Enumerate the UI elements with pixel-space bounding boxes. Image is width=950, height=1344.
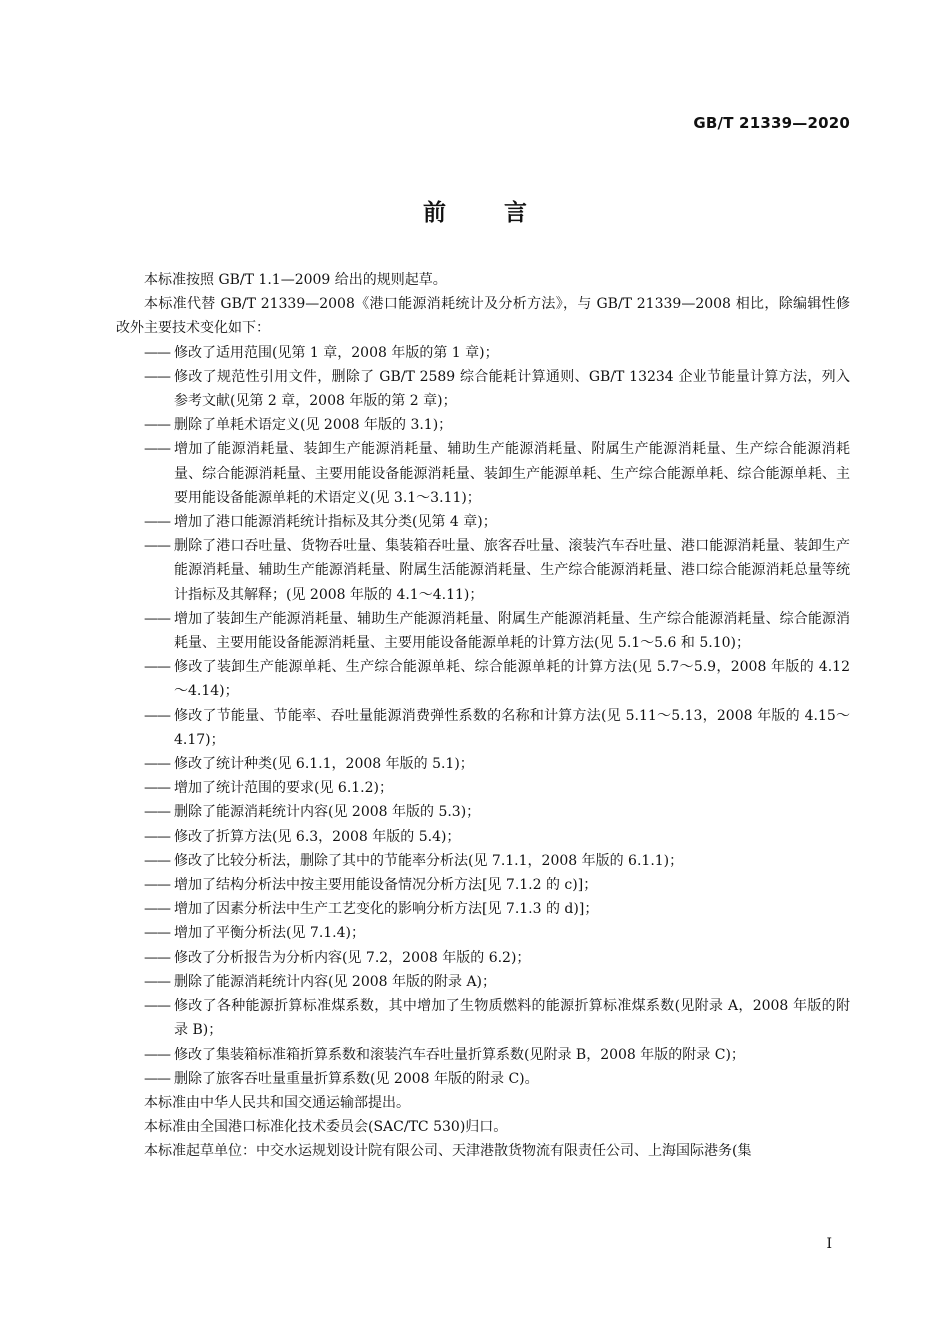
- list-item-text: 删除了单耗术语定义(见 2008 年版的 3.1)；: [174, 417, 453, 434]
- list-item: [116, 752, 850, 776]
- page-title: 前言: [423, 200, 585, 226]
- list-item-text: 删除了旅客吞吐量重量折算系数(见 2008 年版的附录 C)。: [174, 1070, 539, 1087]
- list-item-text: 增加了因素分析法中生产工艺变化的影响分析方法[见 7.1.3 的 d)]；: [174, 901, 599, 918]
- list-item: [116, 1067, 850, 1091]
- list-item: [116, 776, 850, 800]
- preface-body: [116, 268, 850, 1164]
- dash-marker: ——: [144, 514, 170, 531]
- list-item-text: 修改了规范性引用文件，删除了 GB/T 2589 综合能耗计算通则、GB/T 13234 企业节能量计算方法，列入参考文献(见第 2 章，2008 年版的第 2 章)；: [174, 368, 850, 410]
- list-item-text: 修改了比较分析法，删除了其中的节能率分析法(见 7.1.1，2008 年版的 6.1.1)；: [174, 852, 684, 869]
- list-item: [116, 413, 850, 437]
- list-item-text: 修改了装卸生产能源单耗、生产综合能源单耗、综合能源单耗的计算方法(见 5.7～5.9，2008 年版的 4.12～4.14)；: [174, 659, 850, 700]
- list-item-text: 修改了各种能源折算标准煤系数，其中增加了生物质燃料的能源折算标准煤系数(见附录 A，2008 年版的附录 B)；: [174, 998, 850, 1039]
- paragraph: 本标准代替 GB/T 21339—2008《港口能源消耗统计及分析方法》，与 GB/T 21339—2008 相比，除编辑性修改外主要技术变化如下：: [116, 296, 850, 337]
- list-item: [116, 365, 850, 413]
- list-item: [116, 825, 850, 849]
- dash-marker: ——: [144, 441, 170, 458]
- list-item-text: 修改了分析报告为分析内容(见 7.2，2008 年版的 6.2)；: [174, 949, 531, 966]
- list-item: [116, 704, 850, 752]
- list-item-text: 修改了集装箱标准箱折算系数和滚装汽车吞吐量折算系数(见附录 B，2008 年版的附录 C)；: [174, 1046, 745, 1063]
- change-list: [116, 341, 850, 1091]
- dash-marker: ——: [144, 949, 170, 966]
- dash-marker: ——: [144, 925, 170, 942]
- dash-marker: ——: [144, 610, 170, 627]
- list-item: [116, 510, 850, 534]
- list-item: [116, 849, 850, 873]
- dash-marker: ——: [144, 344, 170, 361]
- list-item: [116, 607, 850, 655]
- dash-marker: ——: [144, 973, 170, 990]
- dash-marker: ——: [144, 828, 170, 845]
- list-item: [116, 1043, 850, 1067]
- dash-marker: ——: [144, 804, 170, 821]
- list-item-text: 增加了能源消耗量、装卸生产能源消耗量、辅助生产能源消耗量、附属生产能源消耗量、生产综合能源消耗量、综合能源消耗量、主要用能设备能源消耗量、装卸生产能源单耗、生产综合能源单耗、综合能源单耗、主要用能设备能源单耗的术语定义(见 3.1～3.11)；: [174, 441, 850, 506]
- dash-marker: ——: [144, 852, 170, 869]
- dash-marker: ——: [144, 1046, 170, 1063]
- list-item-text: 增加了港口能源消耗统计指标及其分类(见第 4 章)；: [174, 514, 497, 531]
- dash-marker: ——: [144, 659, 170, 676]
- dash-marker: ——: [144, 538, 170, 555]
- dash-marker: ——: [144, 707, 170, 724]
- standard-code: GB/T 21339—2020: [693, 114, 850, 132]
- dash-marker: ——: [144, 877, 170, 894]
- dash-marker: ——: [144, 1070, 170, 1087]
- list-item-text: 增加了统计范围的要求(见 6.1.2)；: [174, 780, 393, 797]
- list-item: [116, 994, 850, 1042]
- list-item: [116, 341, 850, 365]
- list-item: [116, 655, 850, 703]
- list-item: [116, 970, 850, 994]
- list-item-text: 修改了统计种类(见 6.1.1，2008 年版的 5.1)；: [174, 756, 474, 773]
- paragraph: 本标准起草单位：中交水运规划设计院有限公司、天津港散货物流有限责任公司、上海国际港务(集: [144, 1143, 752, 1160]
- list-item: [116, 897, 850, 921]
- paragraph: 本标准由中华人民共和国交通运输部提出。: [144, 1094, 410, 1111]
- list-item-text: 修改了适用范围(见第 1 章，2008 年版的第 1 章)；: [174, 344, 499, 361]
- list-item-text: 删除了能源消耗统计内容(见 2008 年版的附录 A)；: [174, 973, 497, 990]
- list-item: [116, 946, 850, 970]
- list-item-text: 增加了装卸生产能源消耗量、辅助生产能源消耗量、附属生产能源消耗量、生产综合能源消耗量、综合能源消耗量、主要用能设备能源消耗量、主要用能设备能源单耗的计算方法(见 5.1～5.6 和 5.10)；: [174, 610, 850, 652]
- list-item-text: 修改了折算方法(见 6.3，2008 年版的 5.4)；: [174, 828, 461, 845]
- list-item: [116, 921, 850, 945]
- list-item-text: 增加了结构分析法中按主要用能设备情况分析方法[见 7.1.2 的 c)]；: [174, 877, 598, 894]
- dash-marker: ——: [144, 780, 170, 797]
- list-item-text: 修改了节能量、节能率、吞吐量能源消费弹性系数的名称和计算方法(见 5.11～5.13，2008 年版的 4.15～4.17)；: [174, 707, 850, 748]
- dash-marker: ——: [144, 417, 170, 434]
- dash-marker: ——: [144, 998, 170, 1015]
- list-item-text: 删除了港口吞吐量、货物吞吐量、集装箱吞吐量、旅客吞吐量、滚装汽车吞吐量、港口能源消耗量、装卸生产能源消耗量、辅助生产能源消耗量、附属生活能源消耗量、生产综合能源消耗量、港口综合能源消耗总量等统计指标及其解释；(见 2008 年版的 4.1～4.11)；: [174, 538, 850, 603]
- page-number: I: [826, 1236, 832, 1252]
- list-item-text: 删除了能源消耗统计内容(见 2008 年版的 5.3)；: [174, 804, 481, 821]
- list-item: [116, 534, 850, 607]
- paragraph: 本标准按照 GB/T 1.1—2009 给出的规则起草。: [144, 272, 447, 288]
- list-item: [116, 437, 850, 510]
- dash-marker: ——: [144, 756, 170, 773]
- paragraph: 本标准由全国港口标准化技术委员会(SAC/TC 530)归口。: [144, 1119, 508, 1136]
- dash-marker: ——: [144, 901, 170, 918]
- dash-marker: ——: [144, 368, 170, 385]
- list-item-text: 增加了平衡分析法(见 7.1.4)；: [174, 925, 365, 942]
- list-item: [116, 873, 850, 897]
- list-item: [116, 800, 850, 824]
